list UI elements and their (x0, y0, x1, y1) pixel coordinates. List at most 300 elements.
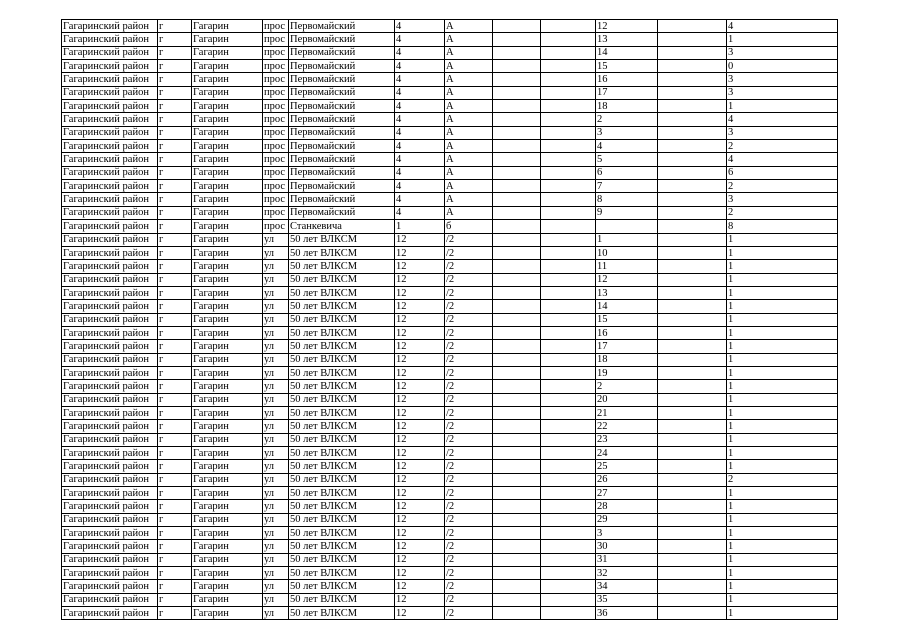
street-type-cell: ул (263, 420, 289, 433)
empty-cell-3 (658, 593, 727, 606)
district-cell: Гагаринский район (62, 273, 158, 286)
count-cell: 1 (727, 553, 838, 566)
street-type-cell: прос (263, 46, 289, 59)
house-cell: 12 (395, 233, 445, 246)
building-cell: /2 (445, 406, 493, 419)
table-row (62, 380, 838, 393)
table-row (62, 33, 838, 46)
street-cell: 50 лет ВЛКСМ (289, 500, 395, 513)
district-cell: Гагаринский район (62, 487, 158, 500)
count-cell: 1 (727, 540, 838, 553)
street-cell: 50 лет ВЛКСМ (289, 246, 395, 259)
street-cell: 50 лет ВЛКСМ (289, 567, 395, 580)
apartment-cell: 7 (596, 180, 658, 193)
street-type-cell: ул (263, 366, 289, 379)
building-cell: /2 (445, 233, 493, 246)
district-cell: Гагаринский район (62, 180, 158, 193)
house-cell: 12 (395, 487, 445, 500)
empty-cell-1 (493, 433, 541, 446)
settlement-cell: Гагарин (192, 126, 263, 139)
table-row (62, 126, 838, 139)
empty-cell-1 (493, 220, 541, 233)
street-type-cell: прос (263, 140, 289, 153)
district-cell: Гагаринский район (62, 100, 158, 113)
empty-cell-2 (541, 113, 596, 126)
settlement-type-cell: г (158, 567, 192, 580)
empty-cell-2 (541, 20, 596, 33)
street-type-cell: ул (263, 567, 289, 580)
empty-cell-1 (493, 406, 541, 419)
empty-cell-1 (493, 607, 541, 620)
building-cell: /2 (445, 420, 493, 433)
district-cell: Гагаринский район (62, 513, 158, 526)
count-cell: 4 (727, 20, 838, 33)
empty-cell-2 (541, 406, 596, 419)
table-row (62, 86, 838, 99)
settlement-cell: Гагарин (192, 366, 263, 379)
settlement-type-cell: г (158, 420, 192, 433)
apartment-cell: 30 (596, 540, 658, 553)
settlement-cell: Гагарин (192, 153, 263, 166)
district-cell: Гагаринский район (62, 500, 158, 513)
house-cell: 12 (395, 366, 445, 379)
empty-cell-1 (493, 246, 541, 259)
apartment-cell (596, 220, 658, 233)
house-cell: 12 (395, 567, 445, 580)
count-cell: 1 (727, 366, 838, 379)
building-cell: /2 (445, 447, 493, 460)
street-cell: 50 лет ВЛКСМ (289, 473, 395, 486)
settlement-type-cell: г (158, 447, 192, 460)
settlement-type-cell: г (158, 460, 192, 473)
empty-cell-3 (658, 180, 727, 193)
settlement-cell: Гагарин (192, 246, 263, 259)
settlement-cell: Гагарин (192, 406, 263, 419)
empty-cell-2 (541, 487, 596, 500)
empty-cell-1 (493, 86, 541, 99)
table-row (62, 300, 838, 313)
settlement-cell: Гагарин (192, 593, 263, 606)
building-cell: /2 (445, 580, 493, 593)
apartment-cell: 34 (596, 580, 658, 593)
building-cell: /2 (445, 300, 493, 313)
empty-cell-3 (658, 353, 727, 366)
empty-cell-3 (658, 100, 727, 113)
empty-cell-2 (541, 460, 596, 473)
district-cell: Гагаринский район (62, 313, 158, 326)
settlement-cell: Гагарин (192, 433, 263, 446)
empty-cell-2 (541, 206, 596, 219)
empty-cell-3 (658, 513, 727, 526)
building-cell: А (445, 100, 493, 113)
settlement-type-cell: г (158, 60, 192, 73)
apartment-cell: 4 (596, 140, 658, 153)
empty-cell-2 (541, 313, 596, 326)
empty-cell-2 (541, 33, 596, 46)
street-type-cell: ул (263, 433, 289, 446)
empty-cell-3 (658, 420, 727, 433)
street-type-cell: прос (263, 33, 289, 46)
count-cell: 1 (727, 513, 838, 526)
street-type-cell: ул (263, 487, 289, 500)
building-cell: /2 (445, 366, 493, 379)
street-cell: 50 лет ВЛКСМ (289, 420, 395, 433)
district-cell: Гагаринский район (62, 60, 158, 73)
house-cell: 12 (395, 313, 445, 326)
empty-cell-2 (541, 260, 596, 273)
table-row (62, 206, 838, 219)
table-row (62, 326, 838, 339)
table-row (62, 460, 838, 473)
settlement-type-cell: г (158, 366, 192, 379)
empty-cell-2 (541, 273, 596, 286)
empty-cell-1 (493, 46, 541, 59)
apartment-cell: 31 (596, 553, 658, 566)
street-cell: 50 лет ВЛКСМ (289, 433, 395, 446)
house-cell: 4 (395, 33, 445, 46)
district-cell: Гагаринский район (62, 567, 158, 580)
table-row (62, 46, 838, 59)
apartment-cell: 13 (596, 286, 658, 299)
empty-cell-1 (493, 166, 541, 179)
table-row (62, 220, 838, 233)
empty-cell-3 (658, 580, 727, 593)
empty-cell-1 (493, 113, 541, 126)
settlement-type-cell: г (158, 513, 192, 526)
house-cell: 4 (395, 60, 445, 73)
table-row (62, 513, 838, 526)
house-cell: 12 (395, 393, 445, 406)
building-cell: А (445, 113, 493, 126)
table-body (62, 20, 838, 620)
settlement-type-cell: г (158, 487, 192, 500)
house-cell: 12 (395, 553, 445, 566)
street-cell: 50 лет ВЛКСМ (289, 353, 395, 366)
house-cell: 4 (395, 73, 445, 86)
house-cell: 12 (395, 246, 445, 259)
street-cell: Первомайский (289, 153, 395, 166)
table-row (62, 393, 838, 406)
house-cell: 12 (395, 580, 445, 593)
apartment-cell: 24 (596, 447, 658, 460)
table-row (62, 406, 838, 419)
empty-cell-2 (541, 540, 596, 553)
district-cell: Гагаринский район (62, 366, 158, 379)
apartment-cell: 27 (596, 487, 658, 500)
district-cell: Гагаринский район (62, 233, 158, 246)
apartment-cell: 23 (596, 433, 658, 446)
empty-cell-2 (541, 126, 596, 139)
district-cell: Гагаринский район (62, 126, 158, 139)
empty-cell-1 (493, 126, 541, 139)
table-row (62, 286, 838, 299)
empty-cell-1 (493, 593, 541, 606)
house-cell: 4 (395, 126, 445, 139)
house-cell: 4 (395, 113, 445, 126)
house-cell: 4 (395, 153, 445, 166)
empty-cell-3 (658, 553, 727, 566)
empty-cell-1 (493, 473, 541, 486)
settlement-cell: Гагарин (192, 233, 263, 246)
building-cell: /2 (445, 353, 493, 366)
street-type-cell: прос (263, 86, 289, 99)
count-cell: 1 (727, 447, 838, 460)
empty-cell-3 (658, 393, 727, 406)
settlement-type-cell: г (158, 113, 192, 126)
apartment-cell: 22 (596, 420, 658, 433)
settlement-type-cell: г (158, 166, 192, 179)
settlement-cell: Гагарин (192, 420, 263, 433)
count-cell: 2 (727, 473, 838, 486)
count-cell: 1 (727, 487, 838, 500)
building-cell: А (445, 60, 493, 73)
apartment-cell: 16 (596, 73, 658, 86)
empty-cell-3 (658, 273, 727, 286)
apartment-cell: 16 (596, 326, 658, 339)
settlement-cell: Гагарин (192, 86, 263, 99)
street-cell: Первомайский (289, 60, 395, 73)
street-type-cell: ул (263, 406, 289, 419)
count-cell: 1 (727, 273, 838, 286)
empty-cell-2 (541, 380, 596, 393)
street-cell: Первомайский (289, 46, 395, 59)
empty-cell-2 (541, 527, 596, 540)
empty-cell-1 (493, 180, 541, 193)
empty-cell-3 (658, 73, 727, 86)
house-cell: 12 (395, 447, 445, 460)
district-cell: Гагаринский район (62, 73, 158, 86)
apartment-cell: 2 (596, 380, 658, 393)
building-cell: А (445, 166, 493, 179)
settlement-cell: Гагарин (192, 220, 263, 233)
street-type-cell: ул (263, 286, 289, 299)
empty-cell-1 (493, 513, 541, 526)
empty-cell-3 (658, 500, 727, 513)
count-cell: 1 (727, 286, 838, 299)
count-cell: 1 (727, 527, 838, 540)
house-cell: 4 (395, 100, 445, 113)
street-cell: Первомайский (289, 100, 395, 113)
building-cell: /2 (445, 460, 493, 473)
street-type-cell: ул (263, 273, 289, 286)
street-type-cell: прос (263, 100, 289, 113)
house-cell: 12 (395, 433, 445, 446)
settlement-cell: Гагарин (192, 193, 263, 206)
apartment-cell: 3 (596, 126, 658, 139)
empty-cell-1 (493, 420, 541, 433)
street-cell: 50 лет ВЛКСМ (289, 593, 395, 606)
settlement-cell: Гагарин (192, 46, 263, 59)
settlement-type-cell: г (158, 380, 192, 393)
district-cell: Гагаринский район (62, 406, 158, 419)
table-row (62, 20, 838, 33)
empty-cell-3 (658, 460, 727, 473)
house-cell: 4 (395, 140, 445, 153)
district-cell: Гагаринский район (62, 607, 158, 620)
building-cell: /2 (445, 553, 493, 566)
apartment-cell: 35 (596, 593, 658, 606)
empty-cell-1 (493, 353, 541, 366)
settlement-cell: Гагарин (192, 300, 263, 313)
table-row (62, 580, 838, 593)
empty-cell-1 (493, 567, 541, 580)
building-cell: /2 (445, 313, 493, 326)
empty-cell-2 (541, 286, 596, 299)
settlement-type-cell: г (158, 233, 192, 246)
empty-cell-1 (493, 460, 541, 473)
street-type-cell: прос (263, 206, 289, 219)
empty-cell-1 (493, 527, 541, 540)
house-cell: 12 (395, 260, 445, 273)
settlement-cell: Гагарин (192, 500, 263, 513)
settlement-type-cell: г (158, 353, 192, 366)
street-cell: 50 лет ВЛКСМ (289, 580, 395, 593)
settlement-cell: Гагарин (192, 326, 263, 339)
settlement-cell: Гагарин (192, 473, 263, 486)
street-type-cell: ул (263, 340, 289, 353)
street-cell: 50 лет ВЛКСМ (289, 380, 395, 393)
street-type-cell: ул (263, 580, 289, 593)
house-cell: 12 (395, 540, 445, 553)
district-cell: Гагаринский район (62, 380, 158, 393)
empty-cell-2 (541, 420, 596, 433)
street-type-cell: ул (263, 500, 289, 513)
street-type-cell: прос (263, 180, 289, 193)
district-cell: Гагаринский район (62, 300, 158, 313)
district-cell: Гагаринский район (62, 153, 158, 166)
count-cell: 2 (727, 206, 838, 219)
empty-cell-2 (541, 593, 596, 606)
empty-cell-3 (658, 233, 727, 246)
building-cell: А (445, 20, 493, 33)
building-cell: А (445, 126, 493, 139)
empty-cell-1 (493, 313, 541, 326)
street-cell: 50 лет ВЛКСМ (289, 286, 395, 299)
table-row (62, 260, 838, 273)
settlement-cell: Гагарин (192, 487, 263, 500)
house-cell: 12 (395, 300, 445, 313)
empty-cell-1 (493, 286, 541, 299)
building-cell: /2 (445, 260, 493, 273)
apartment-cell: 3 (596, 527, 658, 540)
empty-cell-3 (658, 406, 727, 419)
apartment-cell: 15 (596, 313, 658, 326)
empty-cell-1 (493, 487, 541, 500)
table-row (62, 313, 838, 326)
settlement-type-cell: г (158, 246, 192, 259)
empty-cell-1 (493, 300, 541, 313)
street-type-cell: ул (263, 260, 289, 273)
table-row (62, 607, 838, 620)
street-type-cell: ул (263, 393, 289, 406)
count-cell: 1 (727, 500, 838, 513)
district-cell: Гагаринский район (62, 33, 158, 46)
street-cell: Первомайский (289, 33, 395, 46)
empty-cell-1 (493, 447, 541, 460)
settlement-type-cell: г (158, 260, 192, 273)
table-row (62, 567, 838, 580)
empty-cell-2 (541, 393, 596, 406)
count-cell: 1 (727, 460, 838, 473)
count-cell: 1 (727, 233, 838, 246)
empty-cell-1 (493, 140, 541, 153)
settlement-type-cell: г (158, 300, 192, 313)
street-type-cell: ул (263, 553, 289, 566)
table-row (62, 153, 838, 166)
empty-cell-2 (541, 140, 596, 153)
apartment-cell: 26 (596, 473, 658, 486)
district-cell: Гагаринский район (62, 393, 158, 406)
empty-cell-2 (541, 607, 596, 620)
empty-cell-1 (493, 380, 541, 393)
settlement-type-cell: г (158, 340, 192, 353)
settlement-cell: Гагарин (192, 140, 263, 153)
empty-cell-1 (493, 366, 541, 379)
apartment-cell: 14 (596, 46, 658, 59)
settlement-type-cell: г (158, 126, 192, 139)
table-row (62, 553, 838, 566)
empty-cell-1 (493, 393, 541, 406)
house-cell: 12 (395, 380, 445, 393)
district-cell: Гагаринский район (62, 220, 158, 233)
table-row (62, 433, 838, 446)
empty-cell-2 (541, 153, 596, 166)
district-cell: Гагаринский район (62, 473, 158, 486)
street-type-cell: ул (263, 607, 289, 620)
settlement-type-cell: г (158, 313, 192, 326)
house-cell: 12 (395, 607, 445, 620)
table-row (62, 180, 838, 193)
empty-cell-1 (493, 340, 541, 353)
apartment-cell: 12 (596, 273, 658, 286)
district-cell: Гагаринский район (62, 433, 158, 446)
table-row (62, 113, 838, 126)
count-cell: 1 (727, 326, 838, 339)
apartment-cell: 12 (596, 20, 658, 33)
empty-cell-3 (658, 527, 727, 540)
empty-cell-1 (493, 153, 541, 166)
house-cell: 12 (395, 353, 445, 366)
apartment-cell: 14 (596, 300, 658, 313)
building-cell: А (445, 153, 493, 166)
settlement-cell: Гагарин (192, 206, 263, 219)
settlement-cell: Гагарин (192, 100, 263, 113)
count-cell: 2 (727, 140, 838, 153)
street-cell: 50 лет ВЛКСМ (289, 393, 395, 406)
street-type-cell: прос (263, 113, 289, 126)
house-cell: 12 (395, 326, 445, 339)
street-cell: 50 лет ВЛКСМ (289, 340, 395, 353)
street-type-cell: прос (263, 20, 289, 33)
street-type-cell: ул (263, 460, 289, 473)
empty-cell-1 (493, 60, 541, 73)
empty-cell-2 (541, 73, 596, 86)
empty-cell-3 (658, 220, 727, 233)
settlement-type-cell: г (158, 500, 192, 513)
settlement-type-cell: г (158, 593, 192, 606)
settlement-type-cell: г (158, 180, 192, 193)
empty-cell-1 (493, 100, 541, 113)
table-row (62, 246, 838, 259)
district-cell: Гагаринский район (62, 527, 158, 540)
count-cell: 1 (727, 353, 838, 366)
settlement-type-cell: г (158, 206, 192, 219)
empty-cell-3 (658, 86, 727, 99)
district-cell: Гагаринский район (62, 206, 158, 219)
empty-cell-2 (541, 553, 596, 566)
street-type-cell: прос (263, 153, 289, 166)
apartment-cell: 9 (596, 206, 658, 219)
